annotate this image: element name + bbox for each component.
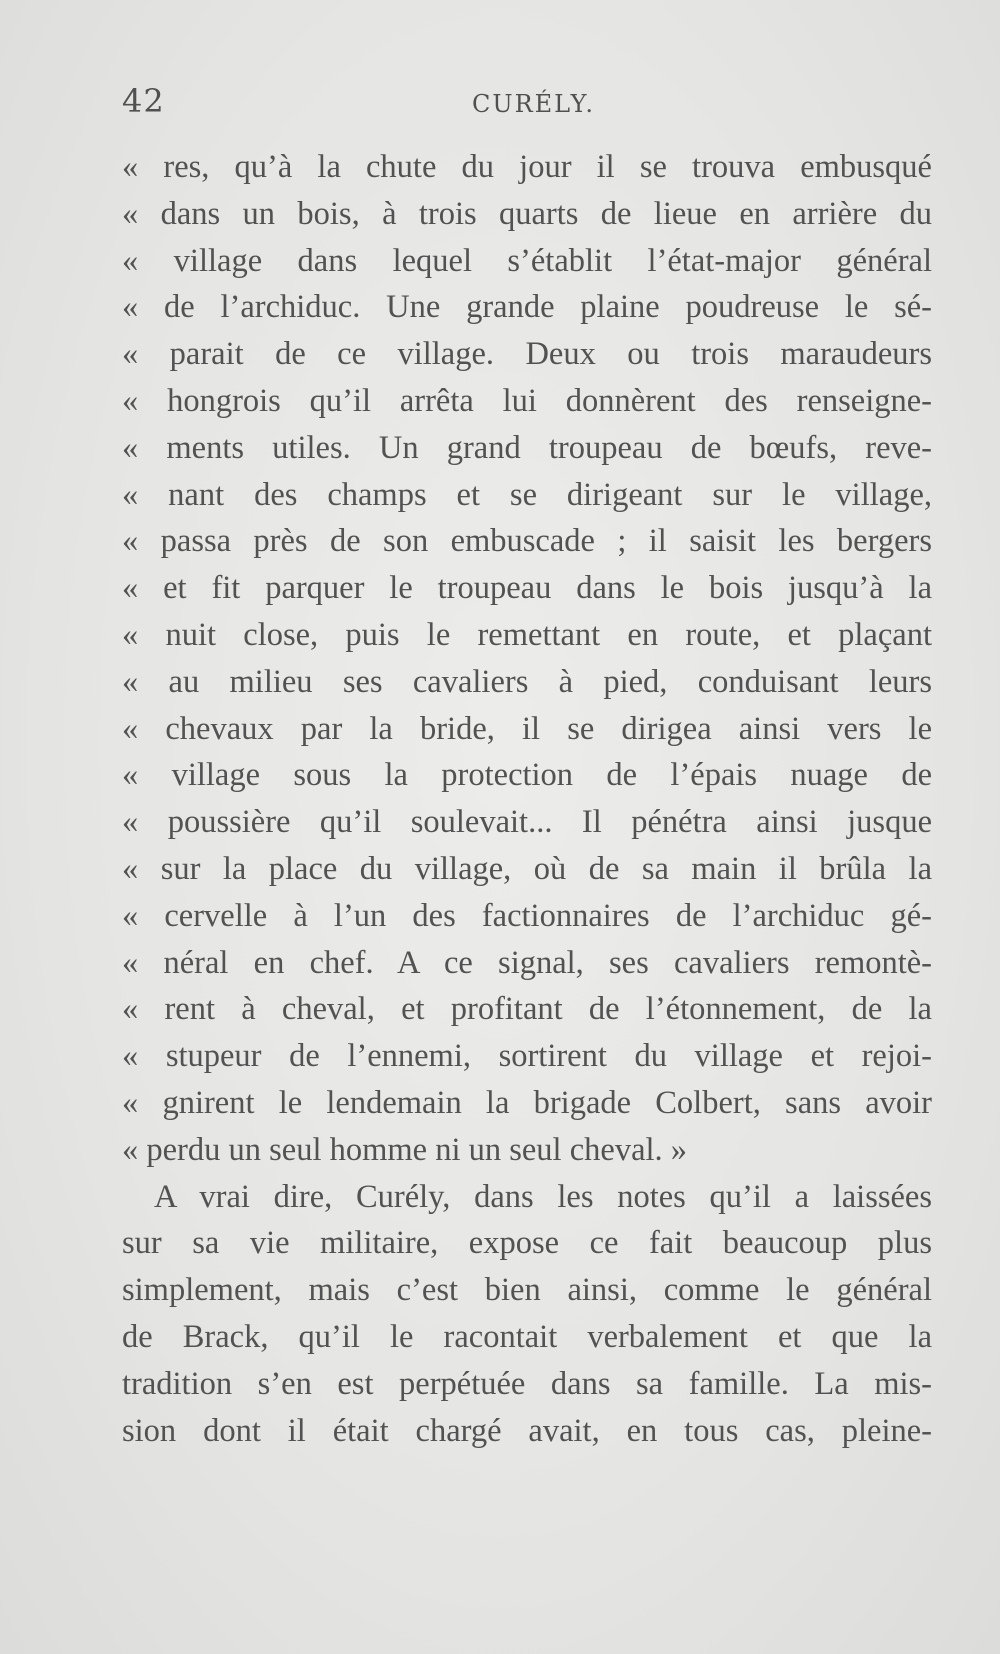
text-line: simplement, mais c’est bien ainsi, comme le général (122, 1272, 932, 1309)
text-line: « chevaux par la bride, il se dirigea ainsi vers le (122, 710, 932, 747)
text-line: « cervelle à l’un des factionnaires de l’archiduc gé- (122, 897, 932, 934)
text-line: « poussière qu’il soulevait... Il pénétra ainsi jusque (122, 804, 932, 841)
text-line: tradition s’en est perpétuée dans sa famille. La mis- (122, 1365, 932, 1402)
text-line: « ments utiles. Un grand troupeau de bœufs, reve- (122, 429, 932, 466)
running-head (122, 82, 932, 122)
page-number: 42 (122, 82, 165, 120)
text-line: sur sa vie militaire, expose ce fait beaucoup plus (122, 1225, 932, 1262)
text-line: « stupeur de l’ennemi, sortirent du village et rejoi- (122, 1038, 932, 1075)
text-line: « au milieu ses cavaliers à pied, conduisant leurs (122, 663, 932, 700)
text-line: « village sous la protection de l’épais nuage de (122, 757, 932, 794)
text-line: « gnirent le lendemain la brigade Colbert, sans avoir (122, 1084, 932, 1121)
text-line: « passa près de son embuscade ; il saisit les bergers (122, 523, 932, 560)
text-line: « res, qu’à la chute du jour il se trouva embusqué (122, 149, 932, 185)
paragraph-start-line: A vrai dire, Curély, dans les notes qu’il a laissées (154, 1178, 932, 1215)
text-line: « village dans lequel s’établit l’état-major général (122, 242, 932, 279)
text-line: « dans un bois, à trois quarts de lieue en arrière du (122, 195, 932, 232)
text-line: de Brack, qu’il le racontait verbalement et que la (122, 1318, 932, 1355)
text-line: « sur la place du village, où de sa main il brûla la (122, 850, 932, 887)
text-line: sion dont il était chargé avait, en tous cas, pleine- (122, 1412, 932, 1449)
running-title: CURÉLY. (472, 90, 595, 118)
text-line: « rent à cheval, et profitant de l’étonnement, de la (122, 991, 932, 1028)
text-line: « de l’archiduc. Une grande plaine poudreuse le sé- (122, 289, 932, 326)
body-text (122, 144, 932, 1454)
text-line: « nant des champs et se dirigeant sur le village, (122, 476, 932, 513)
text-line: « parait de ce village. Deux ou trois maraudeurs (122, 336, 932, 373)
text-line: « et fit parquer le troupeau dans le bois jusqu’à la (122, 570, 932, 607)
text-line: « hongrois qu’il arrêta lui donnèrent des renseigne- (122, 382, 932, 419)
text-line: « néral en chef. A ce signal, ses cavaliers remontè- (122, 944, 932, 981)
text-line: « nuit close, puis le remettant en route, et plaçant (122, 616, 932, 653)
text-line-quote-end: « perdu un seul homme ni un seul cheval. » (122, 1131, 688, 1168)
